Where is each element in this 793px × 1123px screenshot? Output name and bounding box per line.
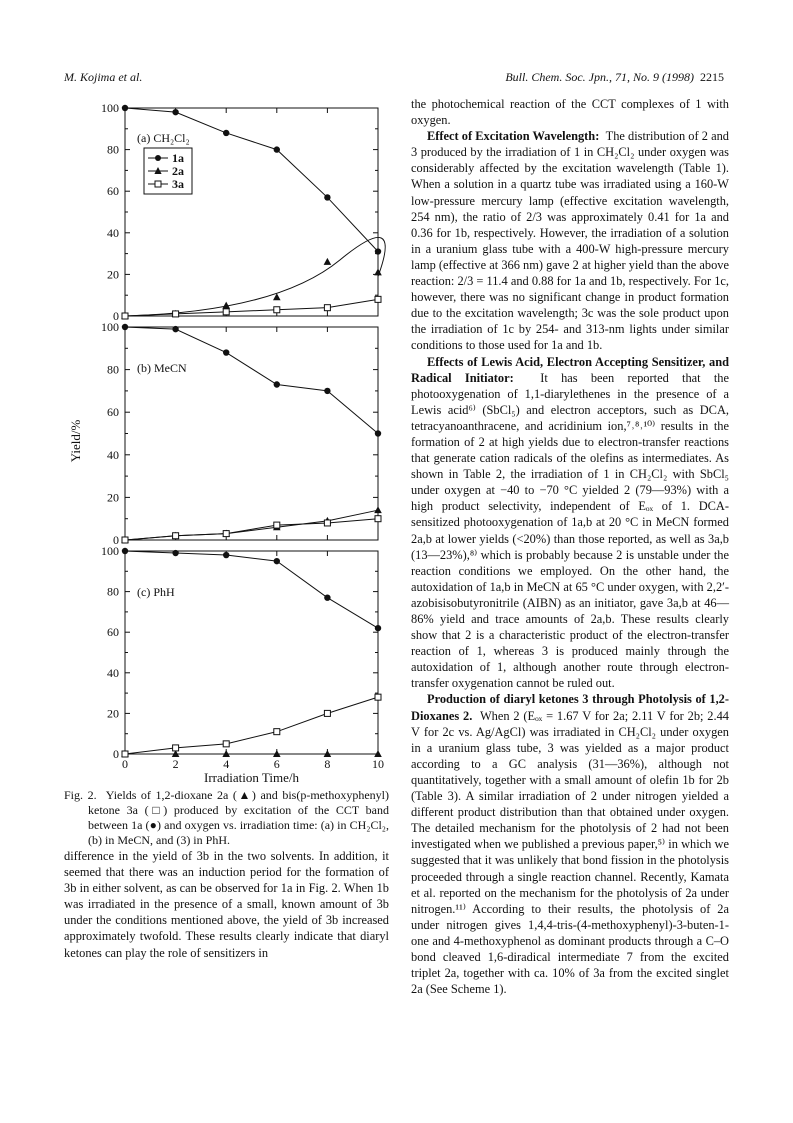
- trend-curve: [125, 697, 378, 754]
- y-tick-label: 60: [107, 405, 119, 420]
- point-2a: [324, 258, 332, 265]
- trend-curve: [125, 299, 378, 316]
- trend-curve: [125, 519, 378, 540]
- paragraph-body: The distribution of 2 and 3 produced by the irradiation of 1 in CH₂Cl₂ under oxygen was considerably affected by the excitation wavelength (Table 1). When a solution in a quartz tube was irradiated using a 160-W low-pressure mercury lamp (effective excitation wavelength, 254 nm), the ratio of 2/3 was approximately 0.41 for 1a and 0.36 for 1b, respectively. However, the irradiation of a solution in a uranium glass tube with a 400-W high-pressure mercury lamp (effective at 366 nm) gave 2 at higher yield than the above reaction: 2/3 = 11.4 and 0.88 for 1a and 1b, respectively. For 1c, however, there was no significant change in product formation due to the excitation wavelength; 3c was the sole product upon the irradiation of 1c by 254- and 313-nm lights under similar conditions to those used for 1a and 1b.: [411, 129, 730, 353]
- y-tick-label: 100: [101, 544, 119, 558]
- point-2a: [222, 302, 230, 309]
- legend-marker-3a: [155, 181, 161, 187]
- y-tick-label: 20: [107, 706, 119, 721]
- y-axis-label: Yield/%: [68, 419, 83, 463]
- point-3a: [375, 516, 381, 522]
- point-3a: [223, 309, 229, 315]
- point-1a: [172, 326, 178, 332]
- plot-frame: [125, 327, 378, 540]
- y-tick-label: 20: [107, 490, 119, 505]
- y-tick-label: 60: [107, 184, 119, 199]
- point-1a: [122, 548, 128, 554]
- point-1a: [274, 146, 280, 152]
- y-tick-label: 60: [107, 625, 119, 640]
- y-tick-label: 0: [113, 309, 119, 323]
- point-3a: [173, 745, 179, 751]
- x-tick-label: 2: [172, 757, 179, 771]
- point-1a: [375, 248, 381, 254]
- point-3a: [122, 313, 128, 319]
- y-tick-label: 40: [107, 665, 119, 680]
- point-3a: [223, 531, 229, 537]
- point-3a: [274, 729, 280, 735]
- y-tick-label: 0: [113, 533, 119, 547]
- point-1a: [223, 130, 229, 136]
- x-tick-label: 0: [122, 757, 128, 771]
- point-1a: [324, 594, 330, 600]
- legend-label: 3a: [172, 177, 184, 191]
- point-1a: [375, 430, 381, 436]
- point-3a: [223, 741, 229, 747]
- paragraph-photolysis: [411, 691, 729, 997]
- x-axis-label: Irradiation Time/h: [204, 770, 299, 785]
- point-1a: [274, 381, 280, 387]
- caption-title: Fig. 2.: [64, 788, 97, 802]
- trend-curve: [125, 510, 378, 540]
- point-1a: [172, 109, 178, 115]
- legend-marker-1a: [155, 155, 161, 161]
- running-header-journal: [505, 70, 724, 85]
- y-tick-label: 100: [101, 101, 119, 115]
- point-3a: [375, 296, 381, 302]
- point-3a: [122, 751, 128, 757]
- page-number: 2215: [700, 70, 724, 84]
- left-column-text: [64, 848, 389, 961]
- paragraph-continuation: the photochemical reaction of the CCT complexes of 1 with oxygen.: [411, 97, 729, 128]
- y-tick-label: 0: [113, 747, 119, 761]
- running-header-authors: M. Kojima et al.: [64, 70, 143, 84]
- point-1a: [172, 550, 178, 556]
- point-3a: [324, 710, 330, 716]
- y-tick-label: 80: [107, 142, 119, 157]
- point-1a: [223, 552, 229, 558]
- y-tick-label: 40: [107, 225, 119, 240]
- panel-label: (b) MeCN: [137, 361, 187, 375]
- point-1a: [375, 625, 381, 631]
- trend-curve: [125, 327, 378, 434]
- point-3a: [173, 533, 179, 539]
- plot-frame: [125, 551, 378, 754]
- point-1a: [324, 388, 330, 394]
- x-tick-label: 6: [273, 757, 280, 771]
- section-heading-lewis-acid: Effects of Lewis Acid, Electron Accepting Sensitizer, and Radical Initiator:: [411, 354, 729, 385]
- point-3a: [274, 307, 280, 313]
- paragraph-excitation-wavelength: [411, 128, 729, 353]
- x-tick-label: 4: [223, 757, 230, 771]
- journal-citation: Bull. Chem. Soc. Jpn., 71, No. 9 (1998): [505, 70, 694, 84]
- point-3a: [324, 305, 330, 311]
- section-heading-photolysis: Production of diaryl ketones 3 through Photolysis of 1,2-Dioxanes 2.: [411, 692, 729, 723]
- point-1a: [324, 194, 330, 200]
- point-1a: [122, 105, 128, 111]
- panel-label: (a) CH₂Cl₂: [137, 131, 190, 145]
- y-tick-label: 80: [107, 362, 119, 377]
- figure-caption: [64, 788, 389, 848]
- point-1a: [223, 349, 229, 355]
- point-3a: [324, 520, 330, 526]
- left-paragraph: difference in the yield of 3b in the two solvents. In addition, it seemed that there was an induction period for the formation of 3b in either solvent, as can be observed for 1a in Fig. 2. When 1b was irradiated in the presence of a small, known amount of 3b under the conditions mentioned above, the yield of 3b increased approximately twofold. These results clearly indicate that diaryl ketones can play the role of sensitizers in: [64, 849, 389, 960]
- caption-text: Yields of 1,2-dioxane 2a (▲) and bis(p-methoxyphenyl) ketone 3a (□) produced by excitation of the CCT band between 1a (●) and oxygen vs. irradiation time: (a) in CH₂Cl₂, (b) in MeCN, and (3) in PhH.: [88, 788, 389, 847]
- point-1a: [274, 558, 280, 564]
- paragraph-body: When 2 (Eₒₓ = 1.67 V for 2a; 2.11 V for 2b; 2.44 V for 2c vs. Ag/AgCl) was irradiated in CH₂Cl₂ under oxygen in a uranium glass tube, 3 was yielded as a major product according to a GC analysis (31—36%), although not quantitatively, together with a small amount of olefin 1b for 2b (Table 3). A similar irradiation of 2 under nitrogen yielded a different product distribution than that obtained under oxygen. The detailed mechanism for the photolysis of 2 had not been investigated when we published a previous paper,⁵⁾ in which we suggested that it was unlikely that bond fission in the photolysis proceeded through a single reaction channel. Recently, Kamata et al. reported on the mechanism for the photolysis of 2a under nitrogen.¹¹⁾ According to their results, the photolysis of 2a under nitrogen gives 1,4,4-tris-(4-methoxyphenyl)-3-buten-1-one and 4-methoxyphenol as dominant products through a C–O bond cleaved 1,6-diradical intermediate 7 from the excited triplet 2a, together with ca. 10% of 3a from the excited singlet 2a (See Scheme 1).: [411, 708, 729, 997]
- legend-label: 1a: [172, 151, 184, 165]
- point-1a: [122, 324, 128, 330]
- paragraph-lewis-acid: [411, 354, 729, 692]
- figure-2: [60, 96, 400, 786]
- point-3a: [274, 522, 280, 528]
- point-3a: [122, 537, 128, 543]
- y-tick-label: 40: [107, 447, 119, 462]
- right-column-text: [411, 96, 729, 997]
- point-3a: [173, 311, 179, 317]
- x-tick-label: 10: [372, 757, 384, 771]
- panel-label: (c) PhH: [137, 585, 175, 599]
- y-tick-label: 80: [107, 584, 119, 599]
- y-tick-label: 100: [101, 320, 119, 334]
- section-heading-excitation: Effect of Excitation Wavelength:: [427, 129, 600, 144]
- y-tick-label: 20: [107, 267, 119, 282]
- legend-label: 2a: [172, 164, 184, 178]
- figure-2-plot: [60, 96, 400, 786]
- x-tick-label: 8: [324, 757, 331, 771]
- paragraph-body: It has been reported that the photooxygenation of 1,1-diarylethenes in the presence of a Lewis acid⁶⁾ (SbCl₅) and electron acceptors, such as DCA, tetracyanoanthracene, and acridinium ion,⁷˒⁸˒¹⁰⁾ results in the formation of 2 at high yields due to electron-transfer reactions that generate cation radicals of the olefins as intermediates. As shown in Table 2, the irradiation of 1 in CH₂Cl₂ with SbCl₅ under oxygen at −40 to −70 °C yielded 2 (79—93%) with a high product selectivity, independent of Eₒₓ of 1. DCA-sensitized photooxygenation of 1a,b at 20 °C in MeCN formed 2a,b at lower yields (<20%) than those reported, as well as 3a,b (13—23%),⁸⁾ which is probably because 2 is unstable under the reaction conditions we employed. On the other hand, the autoxidation of 1a,b in MeCN at 65 °C under oxygen, with 2,2′-azobisisobutyronitrile (AIBN) as an initiator, gave 3a,b at 46—86% yield and trace amounts of 2a,b. These results clearly show that 2 is a characteristic product of the electron-transfer reaction of 1, whereas 3 is produced mainly through the autoxidation of 1, although another route through electron-transfer oxygenation cannot be ruled out.: [411, 370, 729, 691]
- point-2a: [374, 506, 382, 513]
- point-3a: [375, 694, 381, 700]
